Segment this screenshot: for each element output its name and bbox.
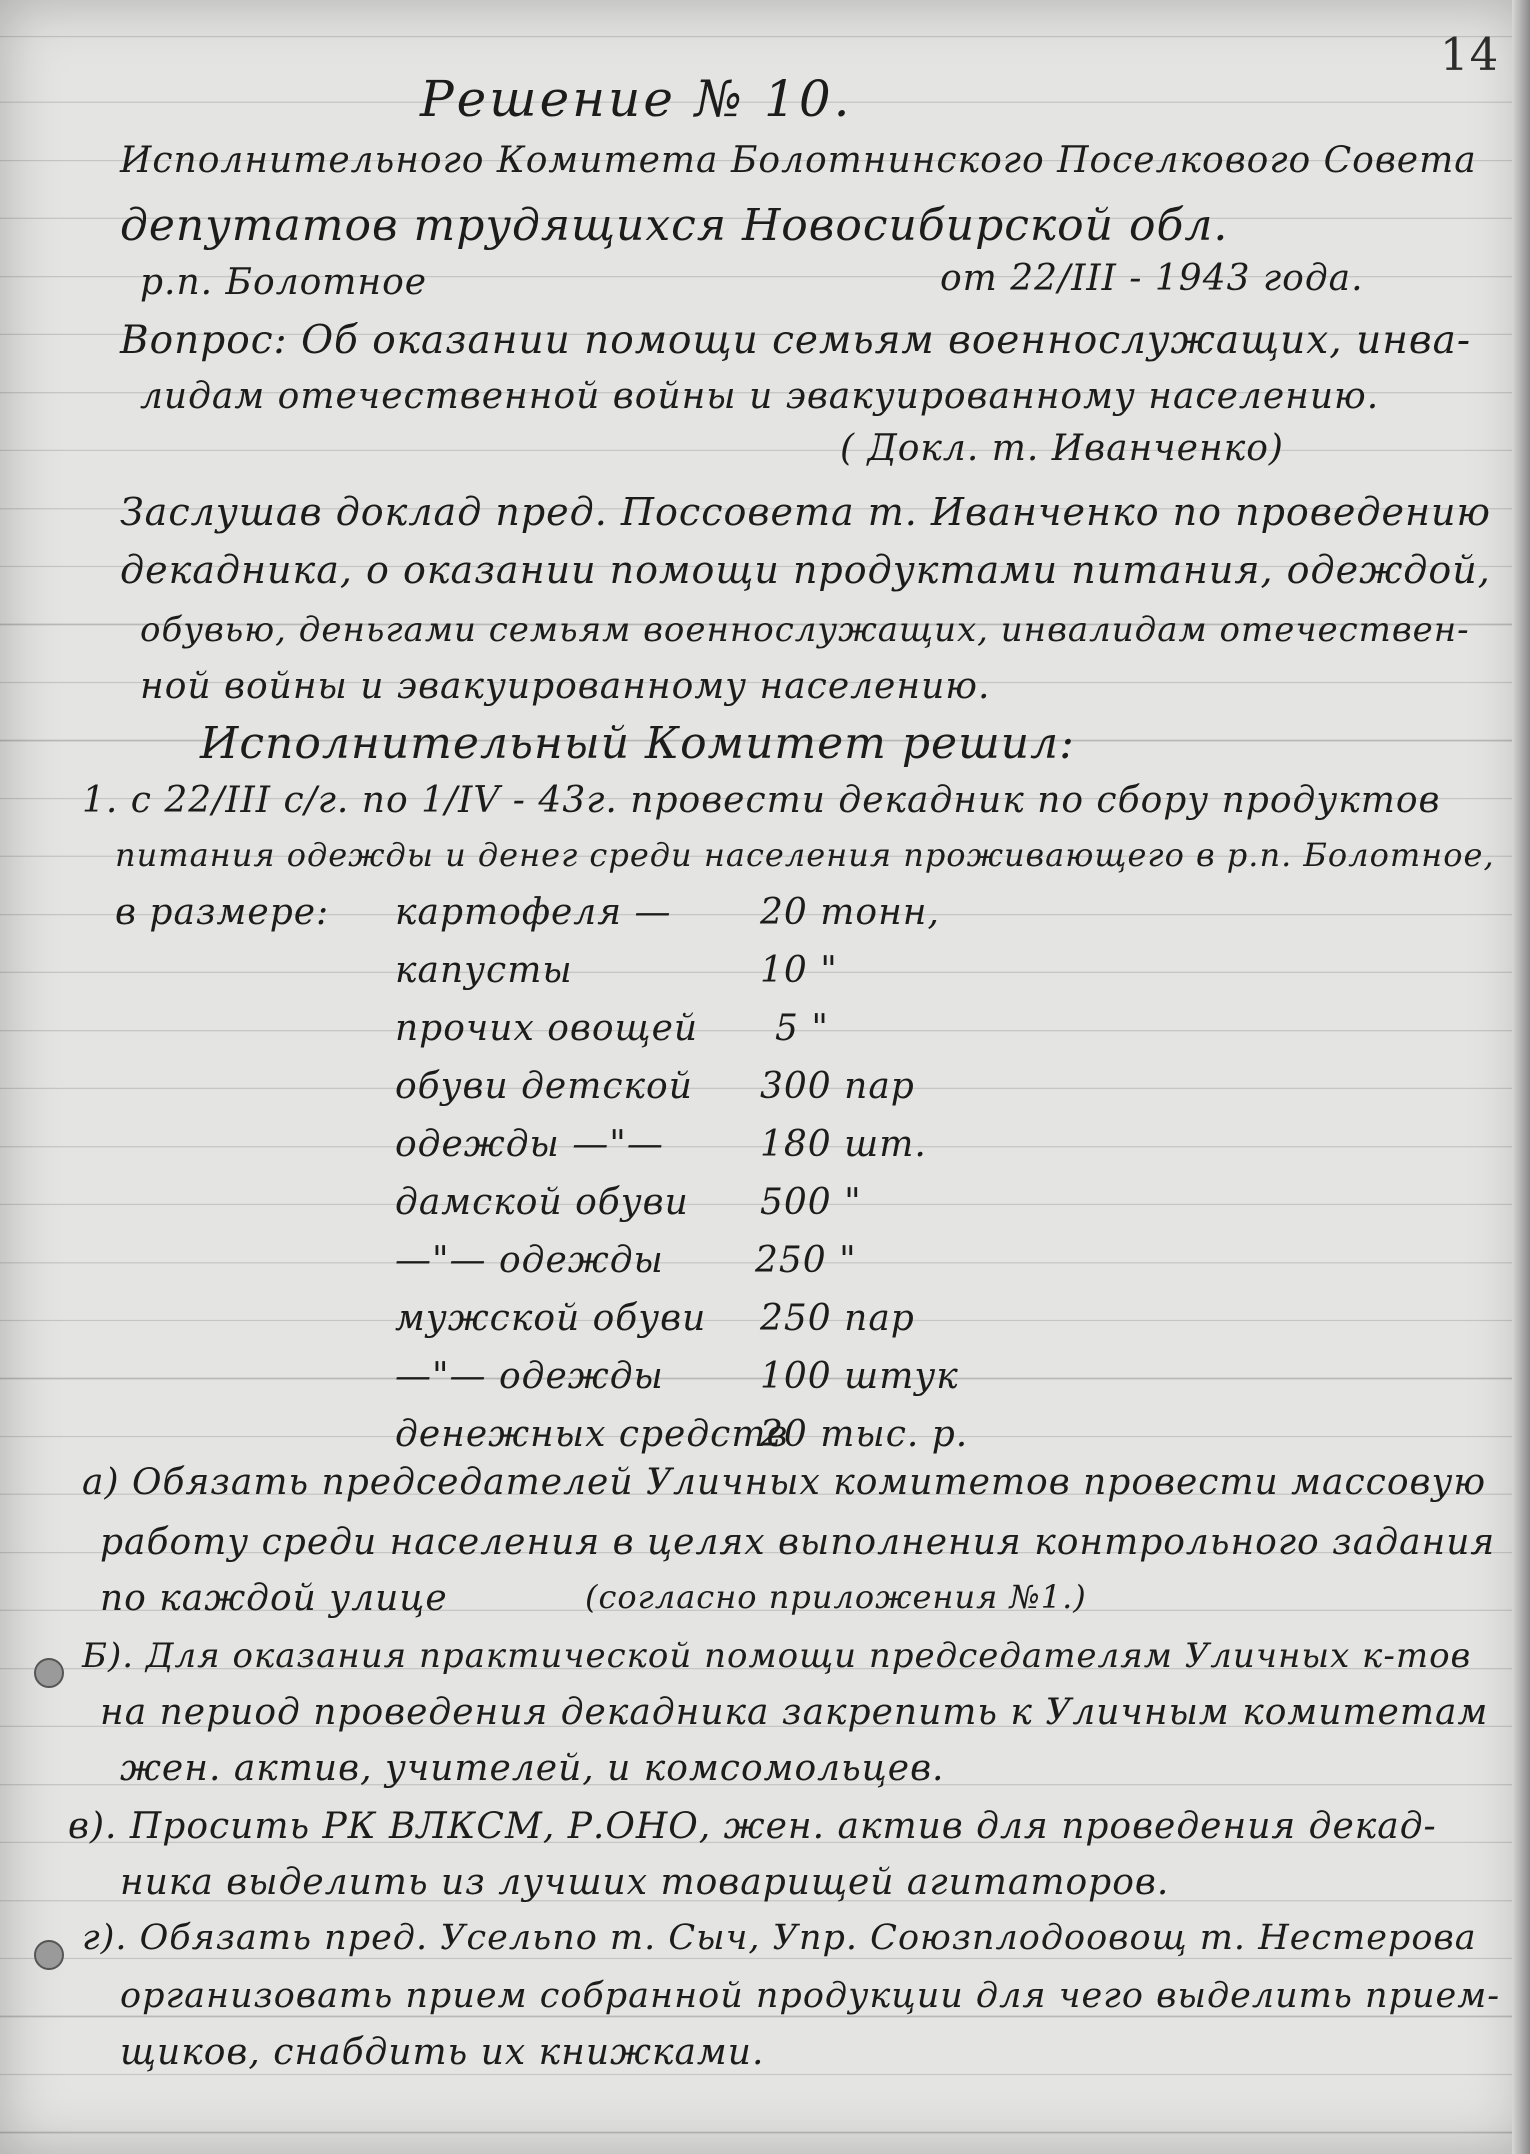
header-line-1: Исполнительного Комитета Болотнинского Поселкового Совета [120,140,1477,181]
item-g-line-3: щиков, снабдить их книжками. [120,2032,765,2073]
item-b-line-3: жен. актив, учителей, и комсомольцев. [120,1748,945,1789]
item-a-note: (согласно приложения №1.) [585,1578,1087,1616]
table-row-name: мужской обуви [395,1298,707,1339]
item-b-line-1: Б). Для оказания практической помощи председателям Уличных к-тов [82,1636,1472,1676]
punch-hole-icon [34,1940,64,1970]
header-date: от 22/III - 1943 года. [940,258,1364,299]
table-row-qty: 300 пар [760,1066,915,1107]
table-row-name: капусты [395,950,573,991]
table-row-name: денежных средств [395,1414,789,1455]
preamble-line-4: ной войны и эвакуированному населению. [140,666,991,707]
table-row-qty: 10 " [760,950,838,991]
header-place: р.п. Болотное [140,262,428,303]
item-v-line-2: ника выделить из лучших товарищей агитаторов. [120,1862,1170,1903]
item-v-line-1: в). Просить РК ВЛКСМ, Р.ОНО, жен. актив для проведения декад- [68,1806,1437,1847]
item1-line-2: питания одежды и денег среди населения проживающего в р.п. Болотное, [115,836,1495,874]
table-row-qty: 250 пар [760,1298,915,1339]
item-g-line-2: организовать прием собранной продукции для чего выделить прием- [120,1976,1501,2016]
table-row-name: дамской обуви [395,1182,689,1223]
preamble-line-2: декадника, о оказании помощи продуктами питания, одеждой, [120,548,1491,592]
punch-hole-icon [34,1658,64,1688]
page-edge [1512,0,1530,2154]
table-row-qty: 100 штук [760,1356,959,1397]
table-row-qty: 5 " [775,1008,829,1049]
table-row-qty: 180 шт. [760,1124,927,1165]
item-a-line-2: работу среди населения в целях выполнения контрольного задания [100,1522,1496,1563]
question-line-2: лидам отечественной войны и эвакуированному населению. [140,376,1380,417]
item1-line-3: в размере: [115,892,330,933]
item-a-line-3: по каждой улице [100,1578,448,1619]
table-row-qty: 500 " [760,1182,862,1223]
question-speaker: ( Докл. т. Иванченко) [840,428,1284,469]
table-row-name: прочих овощей [395,1008,699,1049]
table-row-name: —"— одежды [395,1240,664,1281]
preamble-line-3: обувью, деньгами семьям военнослужащих, инвалидам отечествен- [140,610,1470,650]
table-row-name: одежды —"— [395,1124,664,1165]
page-number: 14 [1440,28,1500,81]
question-line-1: Вопрос: Об оказании помощи семьям военнослужащих, инва- [120,318,1472,363]
preamble-line-1: Заслушав доклад пред. Поссовета т. Иванченко по проведению [120,490,1491,534]
item-a-line-1: а) Обязать председателей Уличных комитетов провести массовую [82,1462,1487,1503]
item1-line-1: 1. с 22/III с/г. по 1/IV - 43г. провести декадник по сбору продуктов [82,780,1441,821]
table-row-qty: 250 " [755,1240,857,1281]
item-b-line-2: на период проведения декадника закрепить к Уличным комитетам [100,1692,1489,1733]
item-g-line-1: г). Обязать пред. Усельпо т. Сыч, Упр. Союзплодоовощ т. Нестерова [82,1918,1477,1958]
table-row-name: —"— одежды [395,1356,664,1397]
table-row-name: обуви детской [395,1066,693,1107]
resolved-heading: Исполнительный Комитет решил: [200,718,1075,769]
document-title: Решение № 10. [420,70,853,128]
table-row-qty: 20 тыс. р. [760,1414,969,1455]
table-row-qty: 20 тонн, [760,892,940,933]
header-line-2: депутатов трудящихся Новосибирской обл. [120,200,1229,251]
table-row-name: картофеля — [395,892,672,933]
